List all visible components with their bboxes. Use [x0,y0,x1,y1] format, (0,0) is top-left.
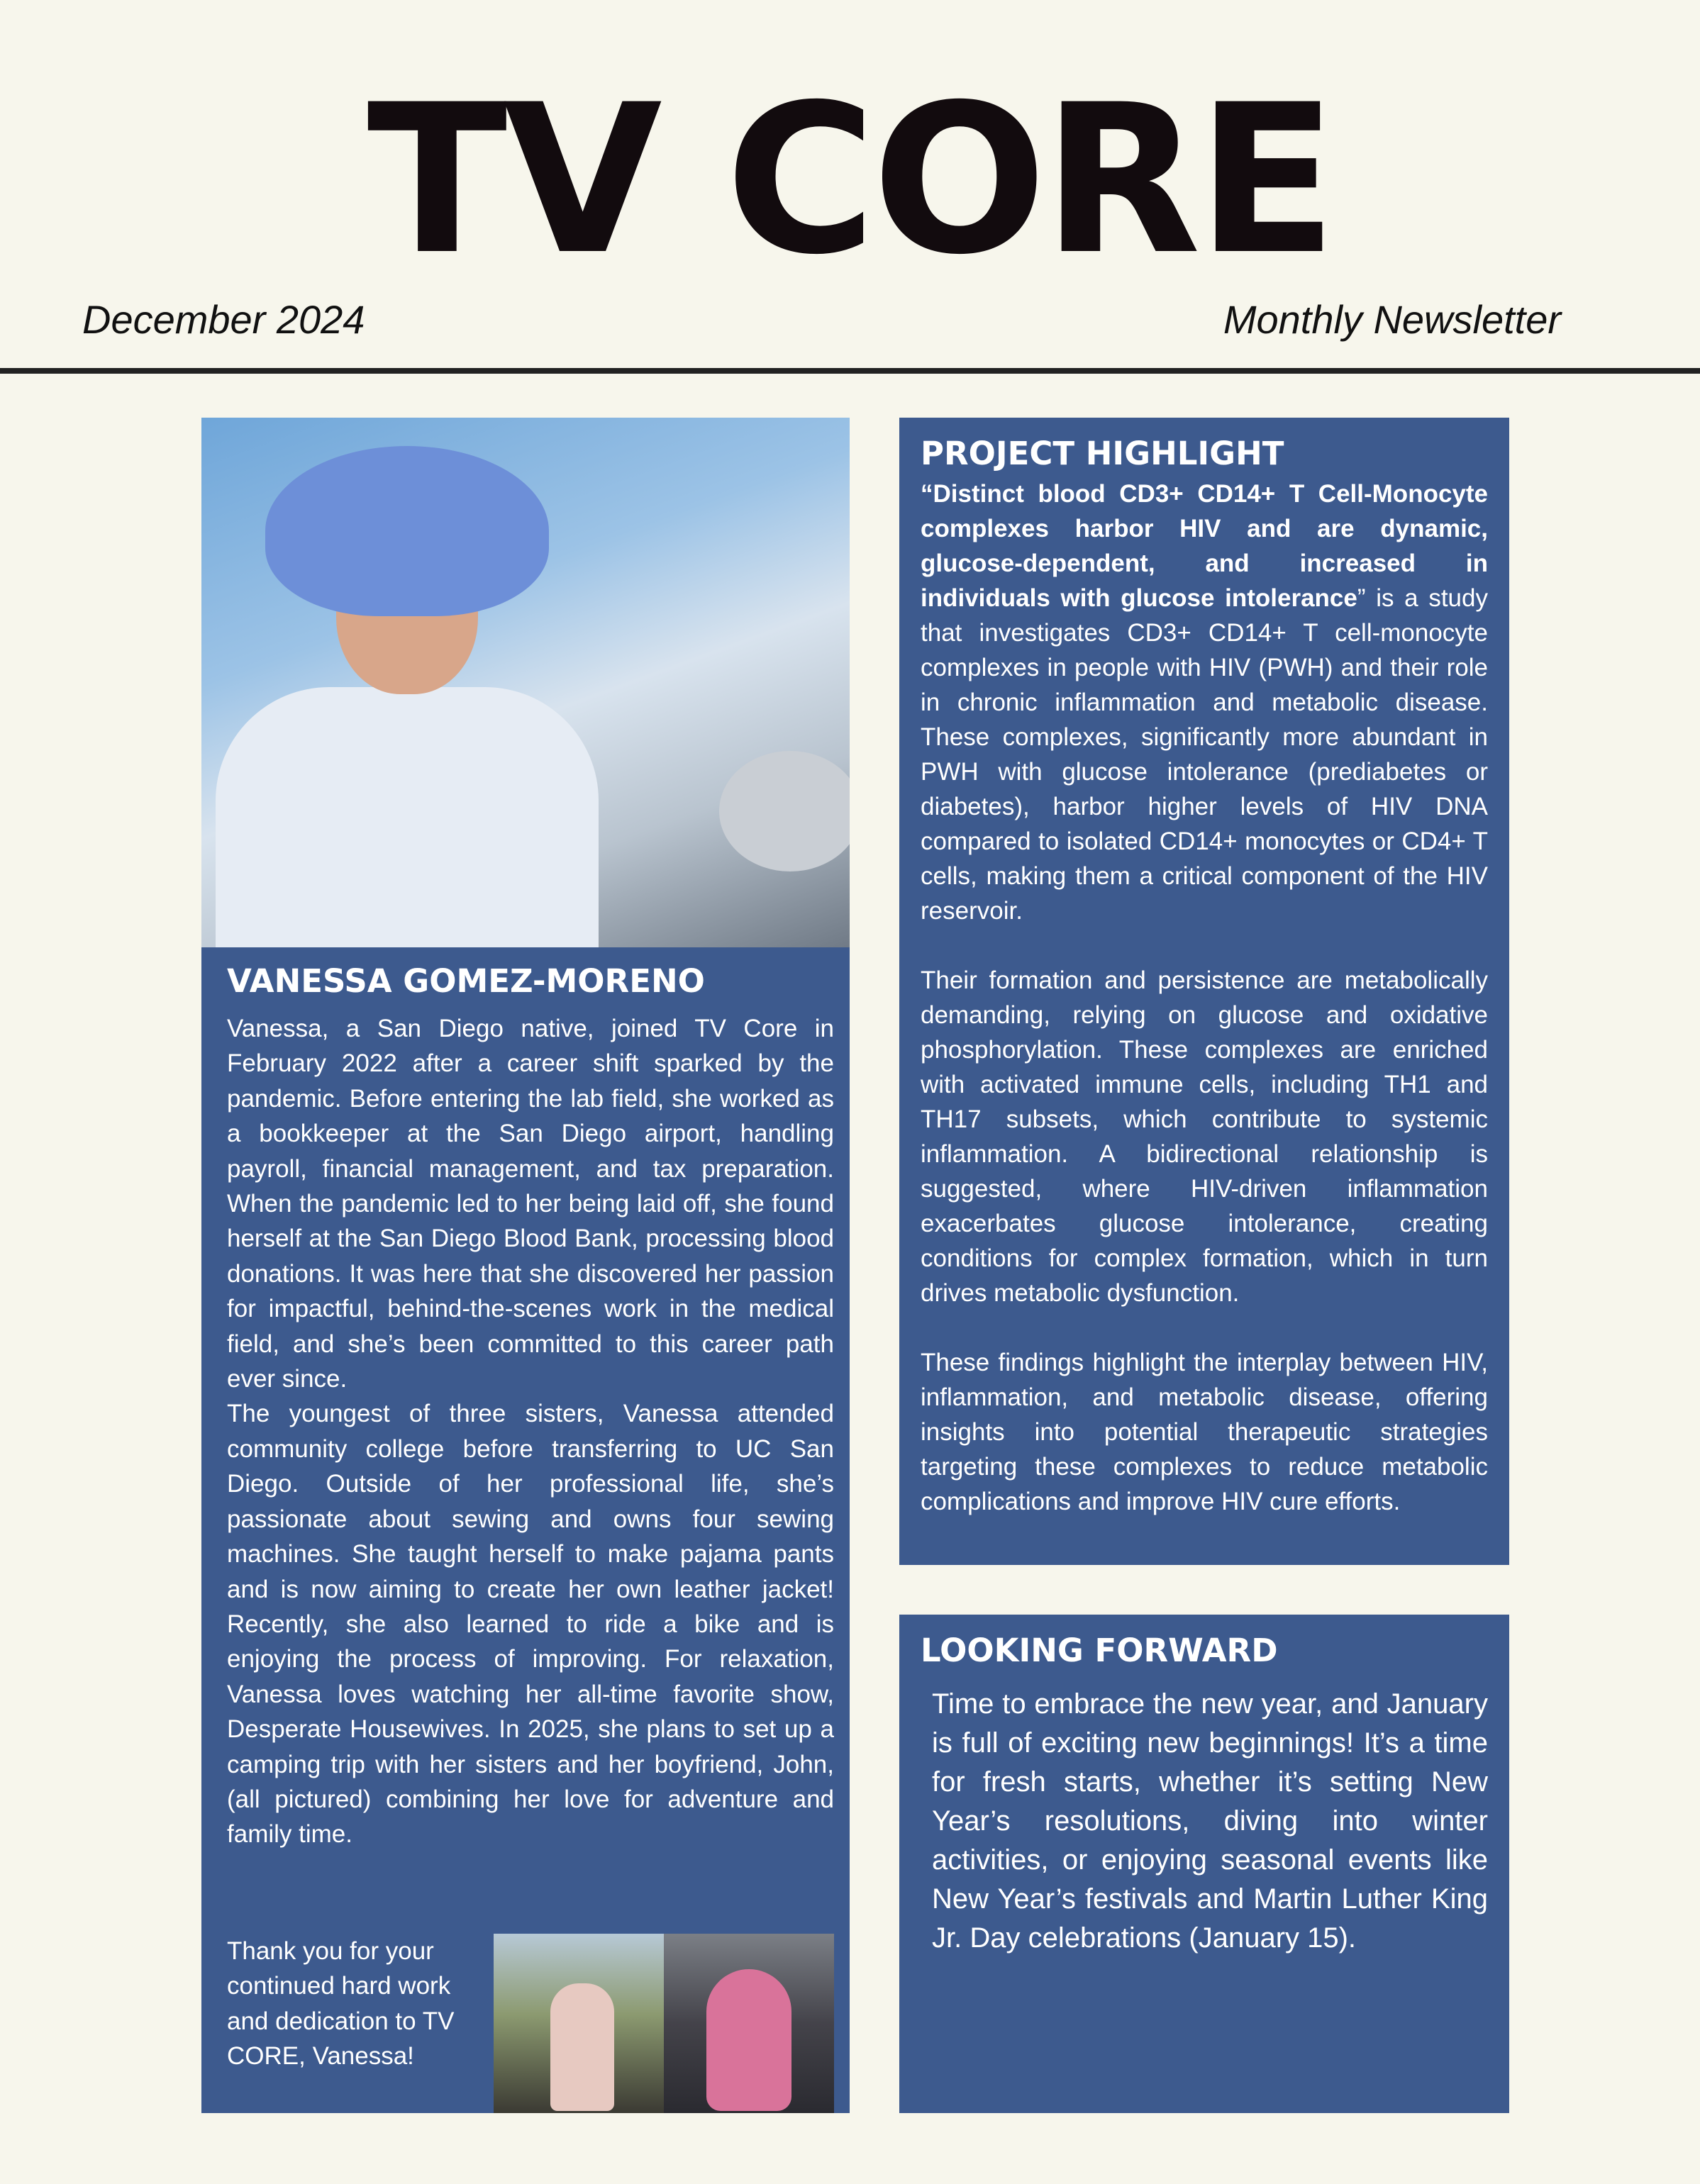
child-photo [664,1934,834,2113]
photo-figure [550,1983,614,2111]
staff-profile-panel [201,418,850,2113]
photo-figure-shirt [216,687,599,947]
project-highlight-panel [899,418,1509,1565]
profile-photo [201,418,850,947]
profile-paragraph-2: The youngest of three sisters, Vanessa attended community college before transferring to UC San Diego. Outside of her professional life, she’s passionate about sewing and owns four sewing machines. She taught herself to make pajama pants and is now aiming to create her own leather jacket! Recently, she also learned to ride a bike and is enjoying the process of improving. For relaxation, Vanessa loves watching her all-time favorite show, Desperate Housewives. In 2025, she plans to set up a camping trip with her sisters and her boyfriend, John, (all pictured) combining her love for adventure and family time. [227,1400,834,1849]
highlight-paragraph-3: These findings highlight the interplay between HIV, inflammation, and metabolic disease, offering insights into potential therapeutic strategies targeting these complexes to reduce metabolic complications and improve HIV cure efforts. [921,1349,1488,1515]
highlight-paragraph-1-body: ” is a study that investigates CD3+ CD14+ T cell-monocyte complexes in people with HIV (PWH) and their role in chronic inflammation and metabolic disease. These complexes, significantly more abundant in PWH with glucose intolerance (prediabetes or diabetes), harbor higher levels of HIV DNA compared to isolated CD14+ monocytes or CD4+ T cells, making them a critical component of the HIV reservoir. [921,584,1488,925]
couple-photo [494,1934,664,2113]
profile-name: VANESSA GOMEZ-MORENO [227,962,705,1000]
photo-figure-hat [265,446,549,616]
profile-thanks: Thank you for your continued hard work and dedication to TV CORE, Vanessa! [227,1937,455,2071]
highlight-paragraph-1 [921,477,1488,928]
issue-type: Monthly Newsletter [1223,297,1561,342]
header-divider [0,368,1700,374]
project-highlight-title: PROJECT HIGHLIGHT [921,435,1284,472]
photo-figure [706,1969,791,2111]
boat-console [719,751,850,871]
project-highlight-text [921,477,1488,1554]
profile-paragraph-1: Vanessa, a San Diego native, joined TV Core in February 2022 after a career shift sparked by the pandemic. Before entering the lab field, she worked as a bookkeeper at the San Diego airport, handling payroll, financial management, and tax preparation. When the pandemic led to her being laid off, she found herself at the San Diego Blood Bank, processing blood donations. It was here that she discovered her passion for impactful, behind-the-scenes work in the medical field, and she’s been committed to this career path ever since. [227,1015,834,1393]
study-title: “Distinct blood CD3+ CD14+ T Cell-Monocyte complexes harbor HIV and are dynamic, glucose-dependent, and increased in individuals with glucose intolerance [921,480,1488,612]
looking-forward-panel [899,1615,1509,2113]
highlight-paragraph-2: Their formation and persistence are metabolically demanding, relying on glucose and oxidative phosphorylation. These complexes are enriched with activated immune cells, including TH1 and TH17 subsets, which contribute to systemic inflammation. A bidirectional relationship is suggested, where HIV-driven inflammation exacerbates glucose intolerance, creating conditions for complex formation, which in turn drives metabolic dysfunction. [921,966,1488,1307]
looking-forward-text: Time to embrace the new year, and January is full of exciting new beginnings! It’s a time for fresh starts, whether it’s setting New Year’s resolutions, diving into winter activities, or enjoying seasonal events like New Year’s festivals and Martin Luther King Jr. Day celebrations (January 15). [932,1688,1488,1954]
looking-forward-title: LOOKING FORWARD [921,1632,1278,1669]
issue-date: December 2024 [82,297,365,342]
newsletter-title: TV CORE [367,61,1333,300]
profile-text [227,960,834,1852]
